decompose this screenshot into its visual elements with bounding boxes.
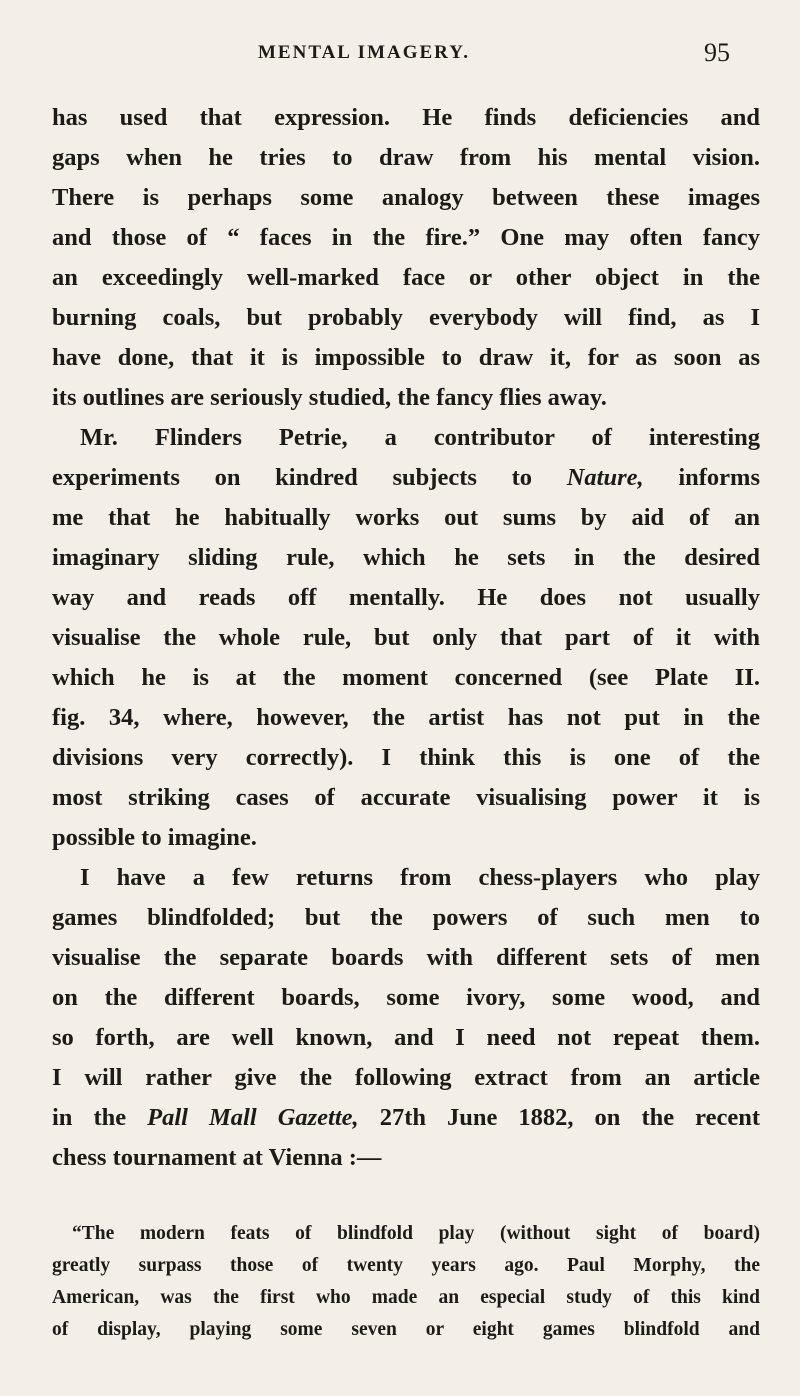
text-line: its outlines are seriously studied, the fancy flies away.: [52, 384, 607, 411]
text-line: visualise the separate boards with different sets of men: [52, 944, 760, 971]
text-line: chess tournament at Vienna :—: [52, 1144, 382, 1171]
text-line: Mr. Flinders Petrie, a contributor of interesting: [80, 424, 760, 451]
text-line: I have a few returns from chess-players who play: [80, 864, 760, 891]
text-line: fig. 34, where, however, the artist has not put in the: [52, 704, 760, 731]
text-line: way and reads off mentally. He does not usually: [52, 584, 760, 611]
running-title: MENTAL IMAGERY.: [258, 42, 470, 63]
italic-title-gazette: Pall Mall Gazette,: [147, 1104, 359, 1131]
quote-line: of display, playing some seven or eight games blindfold and: [52, 1319, 760, 1340]
body-text: [52, 98, 760, 1178]
text-line: visualise the whole rule, but only that part of it with: [52, 624, 760, 651]
text-fragment: experiments on kindred subjects to: [52, 464, 532, 491]
text-line: imaginary sliding rule, which he sets in the desired: [52, 544, 760, 571]
page-header: [0, 38, 800, 82]
text-line: divisions very correctly). I think this is one of the: [52, 744, 760, 771]
text-line-with-italic: [52, 1098, 760, 1138]
italic-title-nature: Nature,: [566, 464, 644, 491]
text-line: on the different boards, some ivory, some wood, and: [52, 984, 760, 1011]
text-line: me that he habitually works out sums by aid of an: [52, 504, 760, 531]
text-line: I will rather give the following extract from an article: [52, 1064, 760, 1091]
text-line: which he is at the moment concerned (see Plate II.: [52, 664, 760, 691]
text-line: possible to imagine.: [52, 824, 257, 851]
text-fragment: in the: [52, 1104, 127, 1131]
text-line: an exceedingly well-marked face or other object in the: [52, 264, 760, 291]
text-line: games blindfolded; but the powers of such men to: [52, 904, 760, 931]
text-line: burning coals, but probably everybody will find, as I: [52, 304, 760, 331]
text-line: There is perhaps some analogy between these images: [52, 184, 760, 211]
text-fragment: 27th June 1882, on the recent: [379, 1104, 760, 1131]
text-line: most striking cases of accurate visualising power it is: [52, 784, 760, 811]
text-line-with-italic: [52, 458, 760, 498]
quote-line: American, was the first who made an especial study of this kind: [52, 1287, 760, 1308]
quote-line: greatly surpass those of twenty years ago. Paul Morphy, the: [52, 1255, 760, 1276]
text-line: and those of “ faces in the fire.” One may often fancy: [52, 224, 760, 251]
quote-line: “The modern feats of blindfold play (without sight of board): [72, 1223, 760, 1244]
text-fragment: informs: [678, 464, 760, 491]
text-line: have done, that it is impossible to draw it, for as soon as: [52, 344, 760, 371]
text-line: has used that expression. He finds deficiencies and: [52, 104, 760, 131]
text-line: gaps when he tries to draw from his mental vision.: [52, 144, 760, 171]
block-quote: [52, 1218, 760, 1346]
page-number: 95: [704, 38, 730, 67]
text-line: so forth, are well known, and I need not repeat them.: [52, 1024, 760, 1051]
